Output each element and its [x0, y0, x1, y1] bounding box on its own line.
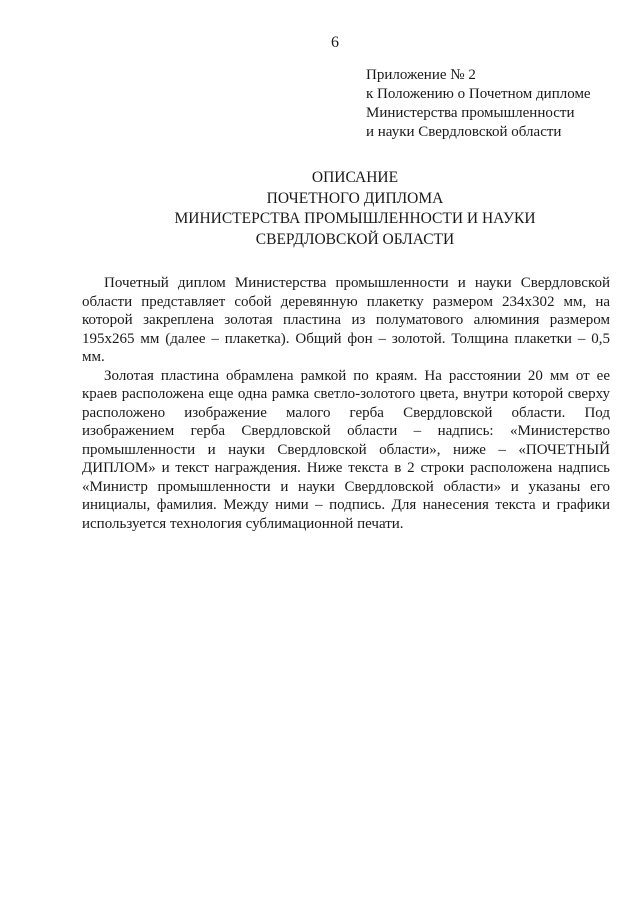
appendix-reference: [366, 66, 591, 142]
title-line: ОПИСАНИЕ: [311, 169, 399, 186]
paragraph: Почетный диплом Министерства промышленности и науки Свердловской области представляет собой деревянную плакетку размером 234х302 мм, на которой закреплена золотая пластина из полуматового алюминия размером 195х265 мм (далее – плакетка). Общий фон – золотой. Толщина плакетки – 0,5 мм.: [82, 275, 610, 365]
appendix-line: к Положению о Почетном дипломе: [366, 86, 591, 102]
paragraph: Золотая пластина обрамлена рамкой по краям. На расстоянии 20 мм от ее краев расположена еще одна рамка светло-золотого цвета, внутри которой сверху расположено изображение малого герба Свердловской области. Под изображением герба Свердловской области – надпись: «Министерство промышленности и науки Свердловской области», ниже – «ПОЧЕТНЫЙ ДИПЛОМ» и текст награждения. Ниже текста в 2 строки расположена надпись «Министр промышленности и науки Свердловской области» и указаны его инициалы, фамилия. Между ними – подпись. Для нанесения текста и графики используется технология сублимационной печати.: [82, 367, 610, 532]
title-line: МИНИСТЕРСТВА ПРОМЫШЛЕННОСТИ И НАУКИ: [174, 210, 536, 227]
appendix-line: Министерства промышленности: [366, 105, 575, 121]
title-line: СВЕРДЛОВСКОЙ ОБЛАСТИ: [255, 230, 455, 248]
document-body: [82, 274, 610, 533]
page-number: 6: [331, 34, 339, 51]
document-title: [90, 168, 620, 250]
appendix-line: Приложение № 2: [366, 67, 476, 83]
title-line: ПОЧЕТНОГО ДИПЛОМА: [266, 189, 444, 207]
appendix-line: и науки Свердловской области: [366, 124, 562, 140]
